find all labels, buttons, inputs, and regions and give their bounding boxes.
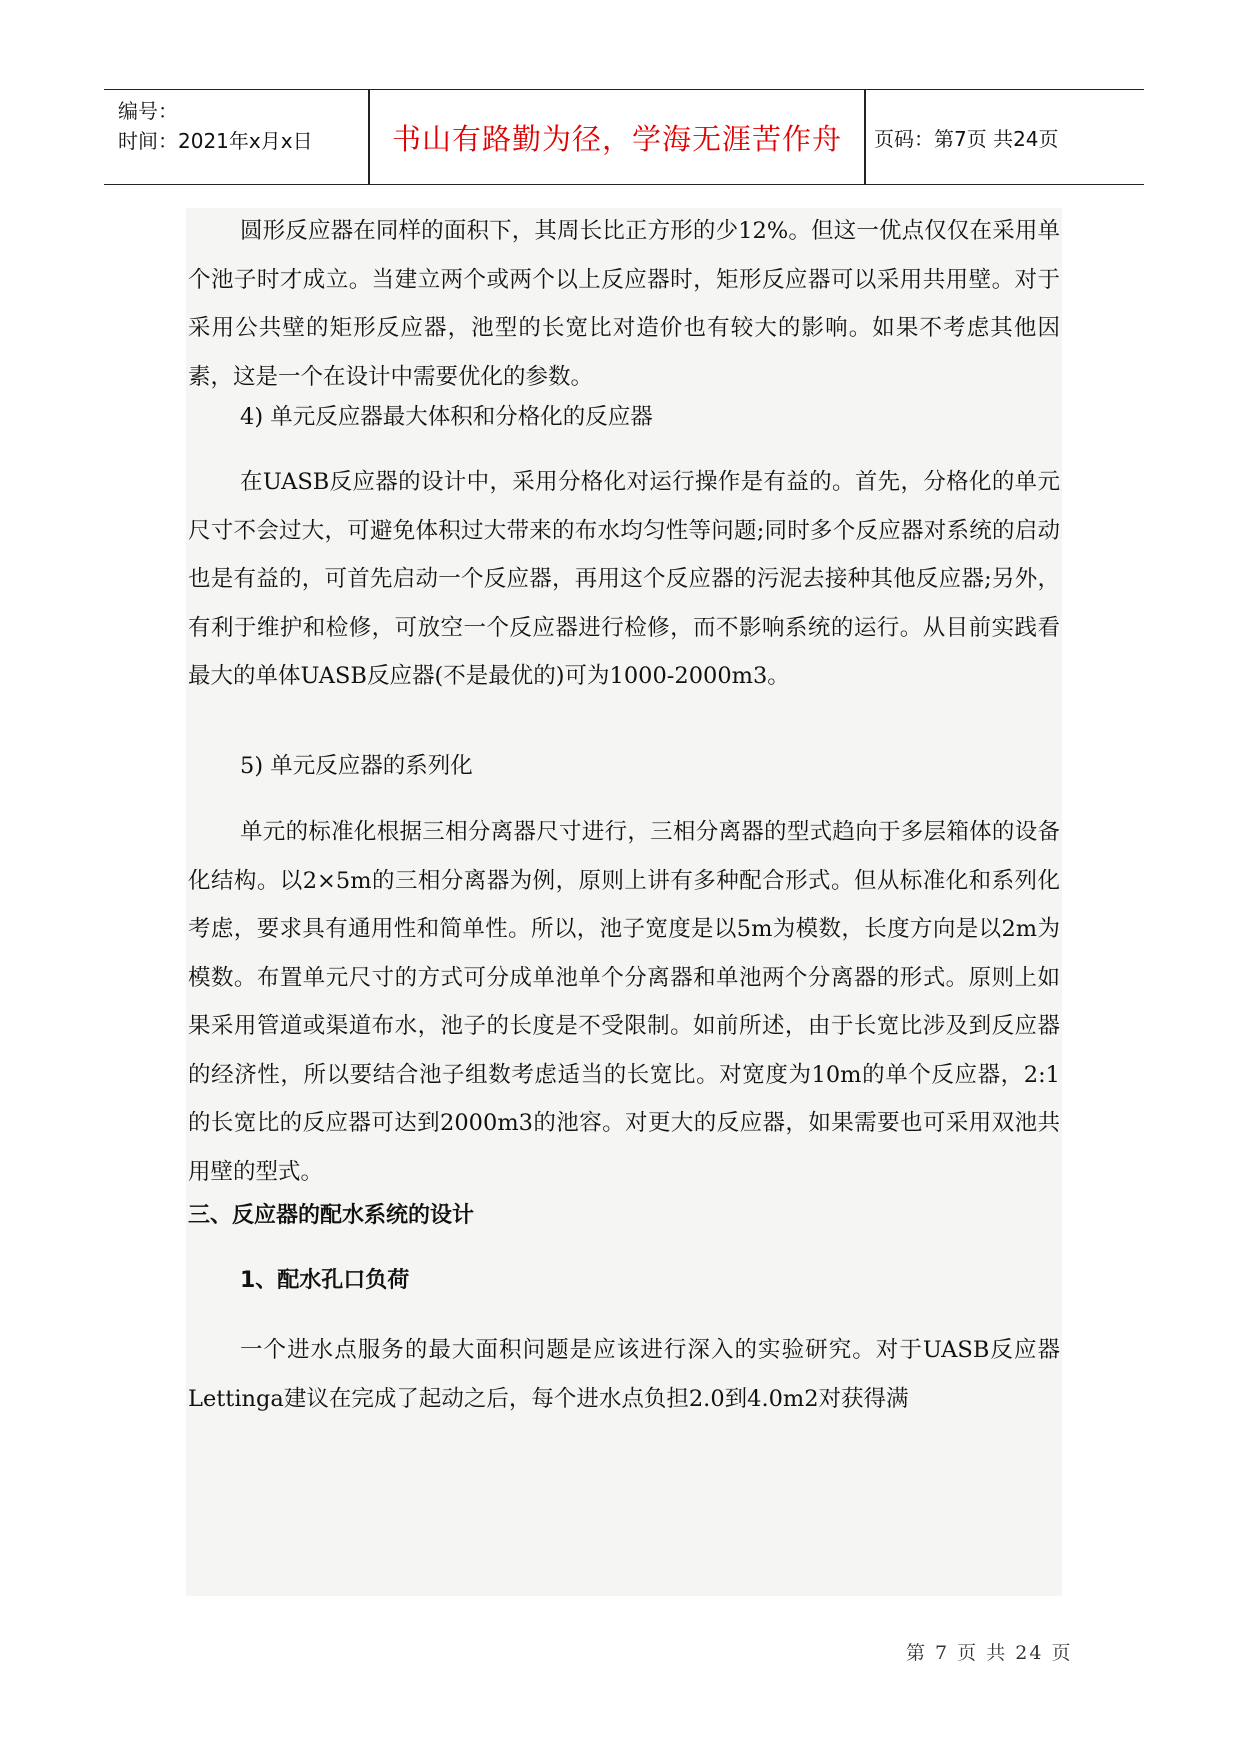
- subsection-heading: 1、配水孔口负荷: [240, 1268, 410, 1293]
- subheading: 4) 单元反应器最大体积和分格化的反应器: [240, 404, 653, 430]
- header-motto: 书山有路勤为径，学海无涯苦作舟: [391, 121, 842, 156]
- header-page-label: 页码：第7页 共24页: [874, 126, 1059, 151]
- paragraph: 圆形反应器在同样的面积下，其周长比正方形的少12%。但这一优点仅仅在采用单个池子时才成立。当建立两个或两个以上反应器时，矩形反应器可以采用共用壁。对于采用公共壁的矩形反应器，池型的长宽比对造价也有较大的影响。如果不考虑其他因素，这是一个在设计中需要优化的参数。: [188, 218, 1060, 390]
- serial-label: 编号：: [118, 99, 178, 123]
- page-footer: 第 7 页 共 24 页: [906, 1642, 1073, 1664]
- section-heading: 三、反应器的配水系统的设计: [188, 1203, 475, 1228]
- document-body: [186, 208, 1062, 1596]
- page-header: [104, 89, 1144, 185]
- paragraph: 在UASB反应器的设计中，采用分格化对运行操作是有益的。首先，分格化的单元尺寸不会过大，可避免体积过大带来的布水均匀性等问题;同时多个反应器对系统的启动也是有益的，可首先启动一个反应器，再用这个反应器的污泥去接种其他反应器;另外，有利于维护和检修，可放空一个反应器进行检修，而不影响系统的运行。从目前实践看最大的单体UASB反应器(不是最优的)可为1000-2000m3。: [188, 469, 1060, 689]
- subheading: 5) 单元反应器的系列化: [240, 753, 473, 779]
- header-meta: [118, 96, 313, 156]
- header-divider: [864, 90, 866, 184]
- paragraph: 单元的标准化根据三相分离器尺寸进行，三相分离器的型式趋向于多层箱体的设备化结构。以2×5m的三相分离器为例，原则上讲有多种配合形式。但从标准化和系列化考虑，要求具有通用性和简单性。所以，池子宽度是以5m为模数，长度方向是以2m为模数。布置单元尺寸的方式可分成单池单个分离器和单池两个分离器的形式。原则上如果采用管道或渠道布水，池子的长度是不受限制。如前所述，由于长宽比涉及到反应器的经济性，所以要结合池子组数考虑适当的长宽比。对宽度为10m的单个反应器，2:1的长宽比的反应器可达到2000m3的池容。对更大的反应器，如果需要也可采用双池共用壁的型式。: [188, 819, 1060, 1185]
- time-label: 时间：2021年x月x日: [118, 129, 313, 153]
- paragraph: 一个进水点服务的最大面积问题是应该进行深入的实验研究。对于UASB反应器Lettinga建议在完成了起动之后，每个进水点负担2.0到4.0m2对获得满: [188, 1337, 1060, 1412]
